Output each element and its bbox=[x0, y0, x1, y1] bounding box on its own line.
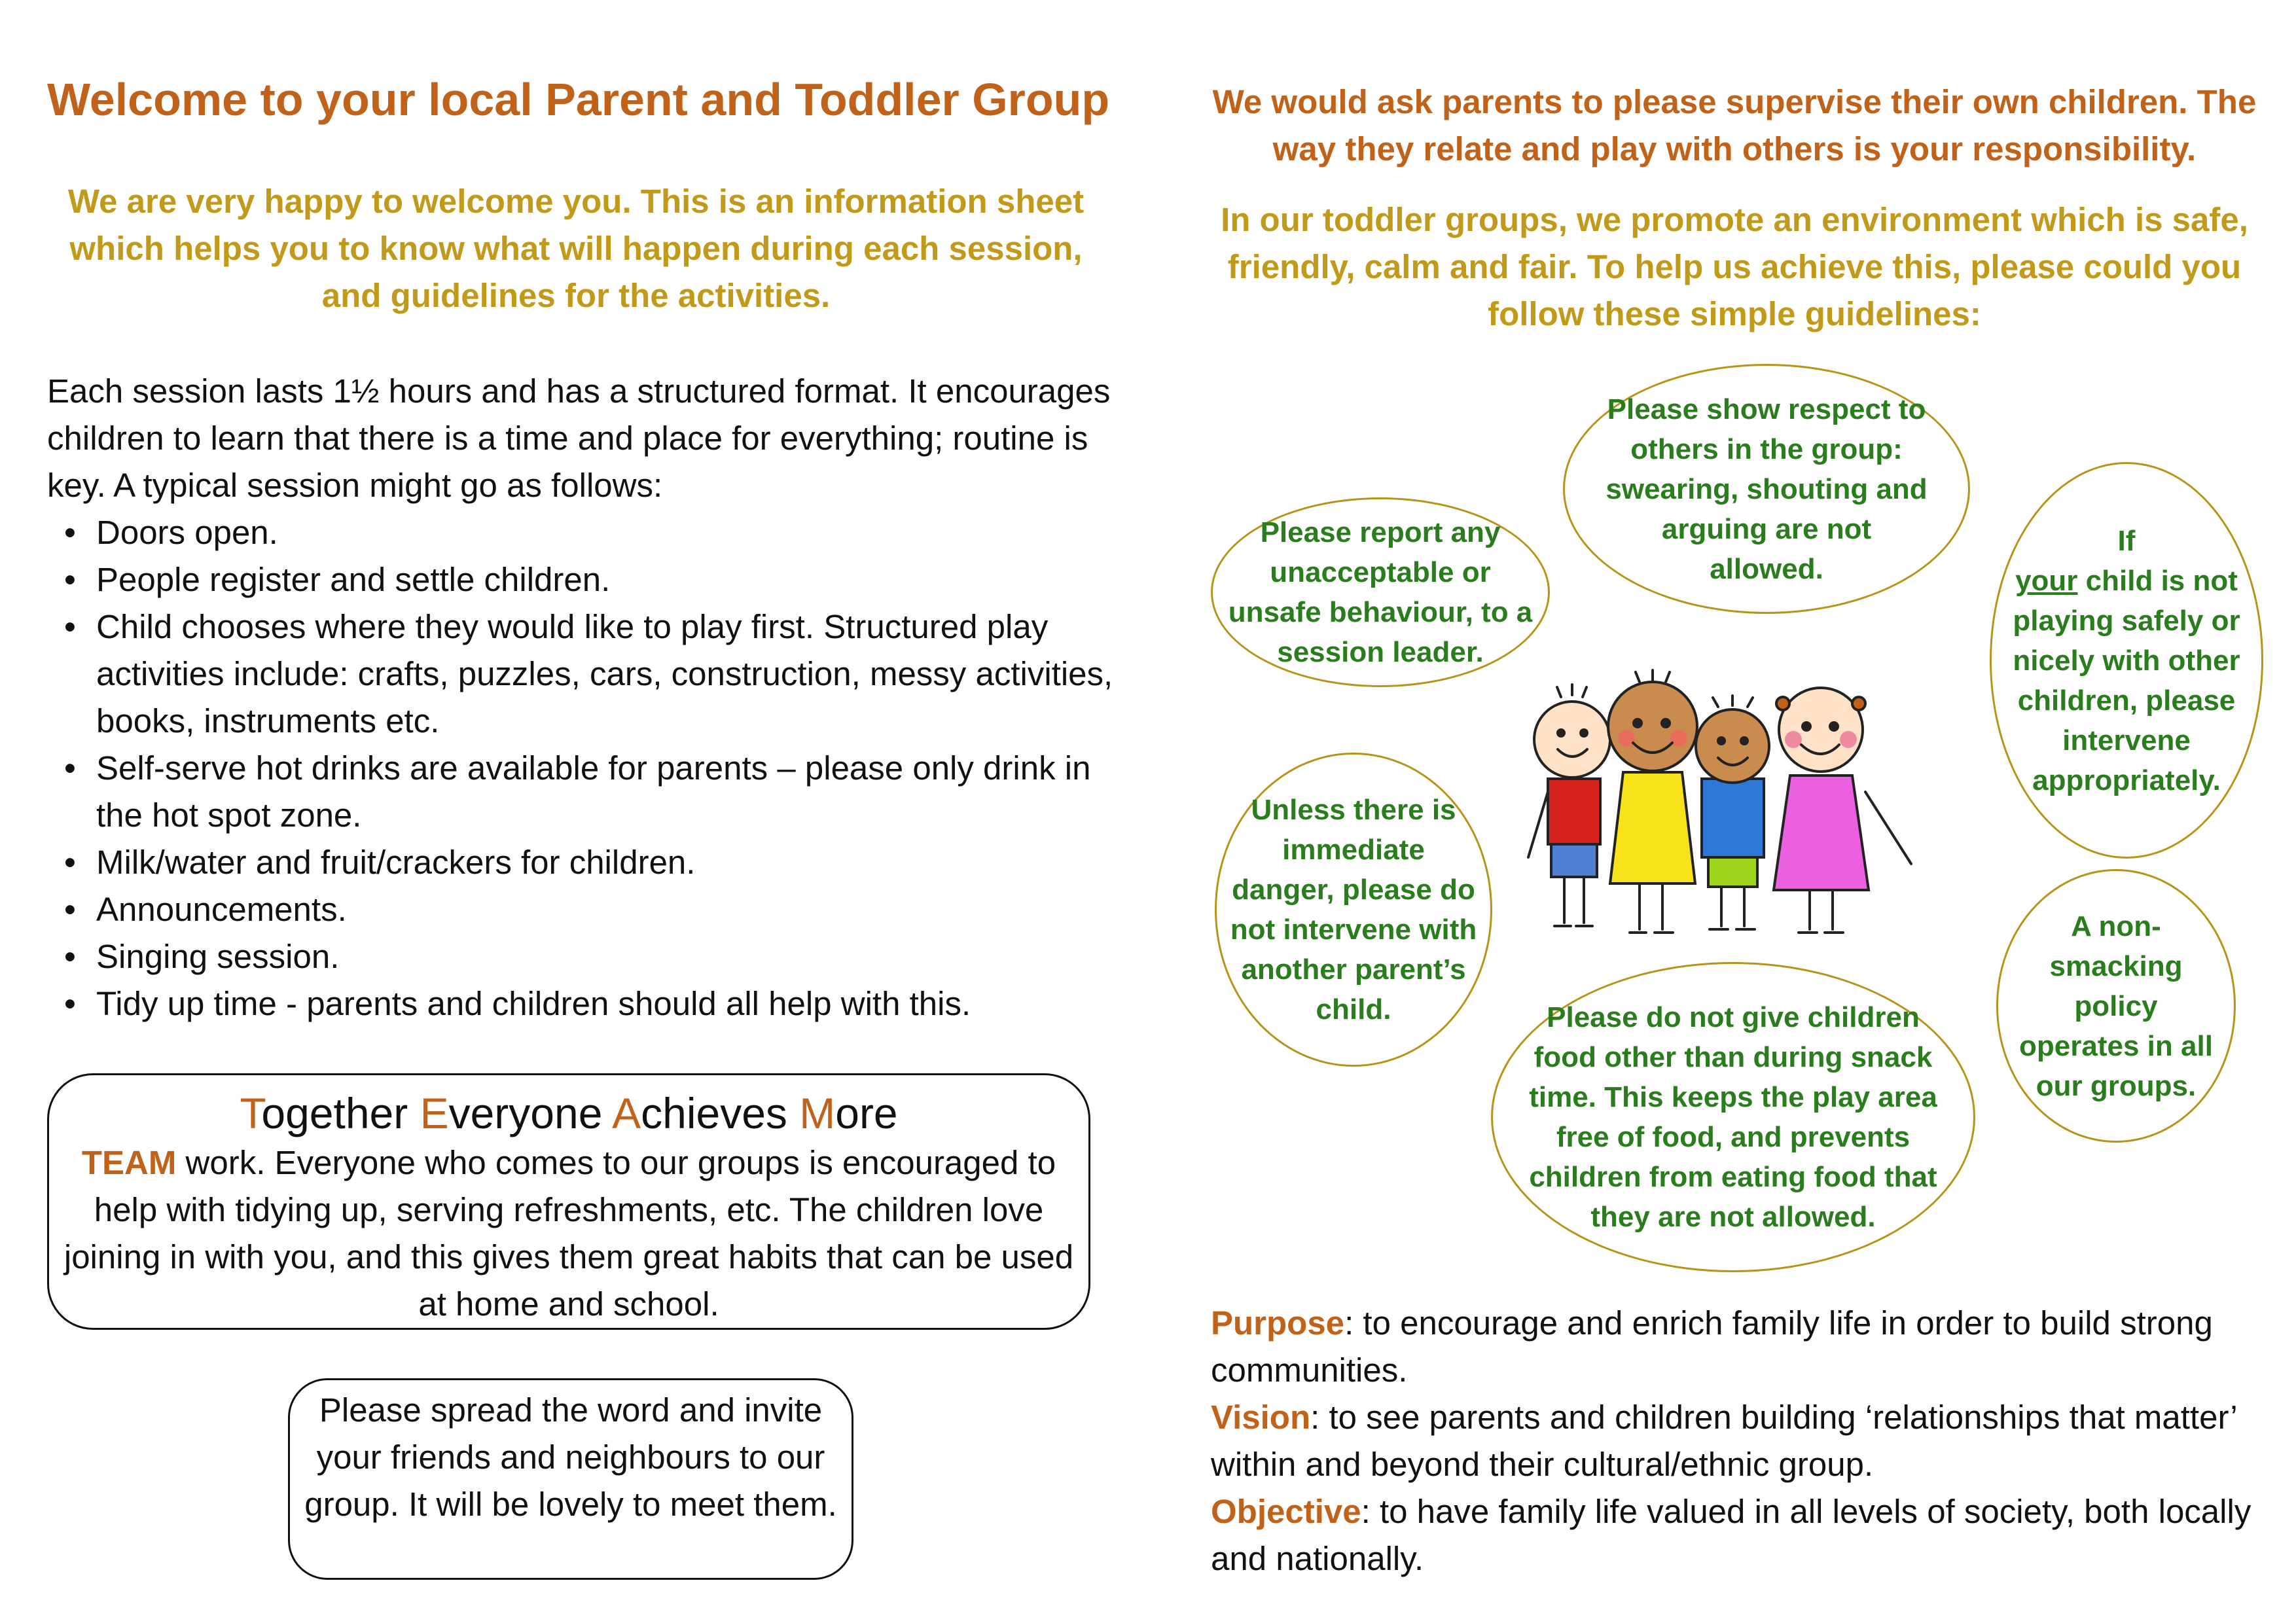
purpose-label: Purpose bbox=[1211, 1304, 1345, 1342]
list-item: • Singing session. bbox=[47, 933, 1121, 980]
intro-text: We are very happy to welcome you. This is an information sheet which helps you to know what will happen during each session, and guidelines for the activities. bbox=[67, 183, 1085, 314]
session-description: Each session lasts 1½ hours and has a structured format. It encourages children to learn that there is a time and place for everything; routine is key. A typical session might go as follows: bbox=[47, 372, 1111, 504]
list-item: • Tidy up time - parents and children should all help with this. bbox=[47, 980, 1121, 1027]
purpose-text: : to encourage and enrich family life in order to build strong communities. bbox=[1211, 1304, 2213, 1389]
child-figure-red bbox=[1528, 685, 1610, 926]
team-lead-word: TEAM bbox=[81, 1144, 177, 1181]
team-title bbox=[49, 1087, 1088, 1139]
team-initial: E bbox=[420, 1089, 449, 1137]
guideline-bubble-danger bbox=[1215, 753, 1492, 1067]
guideline-bubble-food bbox=[1491, 962, 1975, 1272]
guideline-text: Unless there is immediate danger, please do not intervene with another parent’s child. bbox=[1230, 794, 1477, 1026]
team-word-rest: veryone bbox=[448, 1089, 613, 1137]
guideline-text: Please report any unacceptable or unsafe behaviour, to a session leader. bbox=[1228, 516, 1533, 668]
list-item: • Child chooses where they would like to play first. Structured play activities include: crafts, puzzles, cars, construction, messy activities, books, instruments etc. bbox=[47, 603, 1121, 745]
team-word-rest: ogether bbox=[261, 1089, 420, 1137]
child-figure-yellow bbox=[1608, 670, 1697, 933]
guideline-bubble-respect bbox=[1563, 364, 1970, 614]
list-item: • Milk/water and fruit/crackers for children. bbox=[47, 839, 1121, 886]
objective-label: Objective bbox=[1211, 1493, 1361, 1530]
environment-notice: In our toddler groups, we promote an environment which is safe, friendly, calm and fair. To help us achieve this, please could you follow these simple guidelines: bbox=[1221, 201, 2248, 332]
team-initial: T bbox=[240, 1089, 262, 1137]
list-item: • Self-serve hot drinks are available for parents – please only drink in the hot spot zone. bbox=[47, 745, 1121, 839]
team-box bbox=[47, 1073, 1090, 1330]
guideline-bubble-non-smacking bbox=[1996, 869, 2236, 1143]
objective-text: : to have family life valued in all levels of society, both locally and nationally. bbox=[1211, 1493, 2251, 1577]
child-figure-blue bbox=[1696, 696, 1769, 929]
guideline-text: Please show respect to others in the group: swearing, shouting and arguing are not allowed. bbox=[1605, 393, 1928, 585]
team-body bbox=[49, 1139, 1088, 1328]
team-body-text: work. Everyone who comes to our groups is encouraged to help with tidying up, serving refreshments, etc. The children love joining in with you, and this gives them great habits that can be used at home and school. bbox=[63, 1144, 1074, 1323]
spread-the-word-box: Please spread the word and invite your friends and neighbours to our group. It will be lovely to meet them. bbox=[288, 1378, 853, 1580]
vision-text: : to see parents and children building ‘relationships that matter’ within and beyond their cultural/ethnic group. bbox=[1211, 1399, 2236, 1483]
guideline-text-part: If bbox=[2117, 524, 2136, 557]
guideline-bubble-your-child bbox=[1990, 462, 2263, 859]
vision-label: Vision bbox=[1211, 1399, 1311, 1436]
guideline-emphasis: your bbox=[2015, 564, 2078, 597]
team-word-rest: ore bbox=[835, 1089, 898, 1137]
objective-line bbox=[1211, 1488, 2271, 1582]
guideline-text: A non-smacking policy operates in all our groups. bbox=[2019, 910, 2213, 1102]
page-title: Welcome to your local Parent and Toddler Group bbox=[47, 74, 1110, 125]
children-illustration bbox=[1518, 668, 1937, 955]
guideline-text-part: child is not playing safely or nicely with other children, please intervene appropriately. bbox=[2013, 564, 2240, 796]
team-initial: M bbox=[799, 1089, 836, 1137]
mission-statement bbox=[1211, 1300, 2271, 1582]
team-word-rest: chieves bbox=[641, 1089, 800, 1137]
guideline-text bbox=[1994, 521, 2259, 800]
child-figure-pink bbox=[1774, 688, 1911, 933]
list-item: • Doors open. bbox=[47, 509, 1121, 556]
purpose-line bbox=[1211, 1300, 2271, 1394]
vision-line bbox=[1211, 1394, 2271, 1488]
list-item: • People register and settle children. bbox=[47, 556, 1121, 603]
supervision-notice: We would ask parents to please supervise their own children. The way they relate and play with others is your responsibility. bbox=[1212, 83, 2257, 168]
session-activity-list bbox=[47, 509, 1121, 1027]
guideline-text: Please do not give children food other than during snack time. This keeps the play area free of food, and prevents children from eating food that they are not allowed. bbox=[1529, 1001, 1937, 1233]
guideline-bubble-report bbox=[1211, 497, 1550, 687]
list-item: • Announcements. bbox=[47, 886, 1121, 933]
team-initial: A bbox=[612, 1089, 641, 1137]
